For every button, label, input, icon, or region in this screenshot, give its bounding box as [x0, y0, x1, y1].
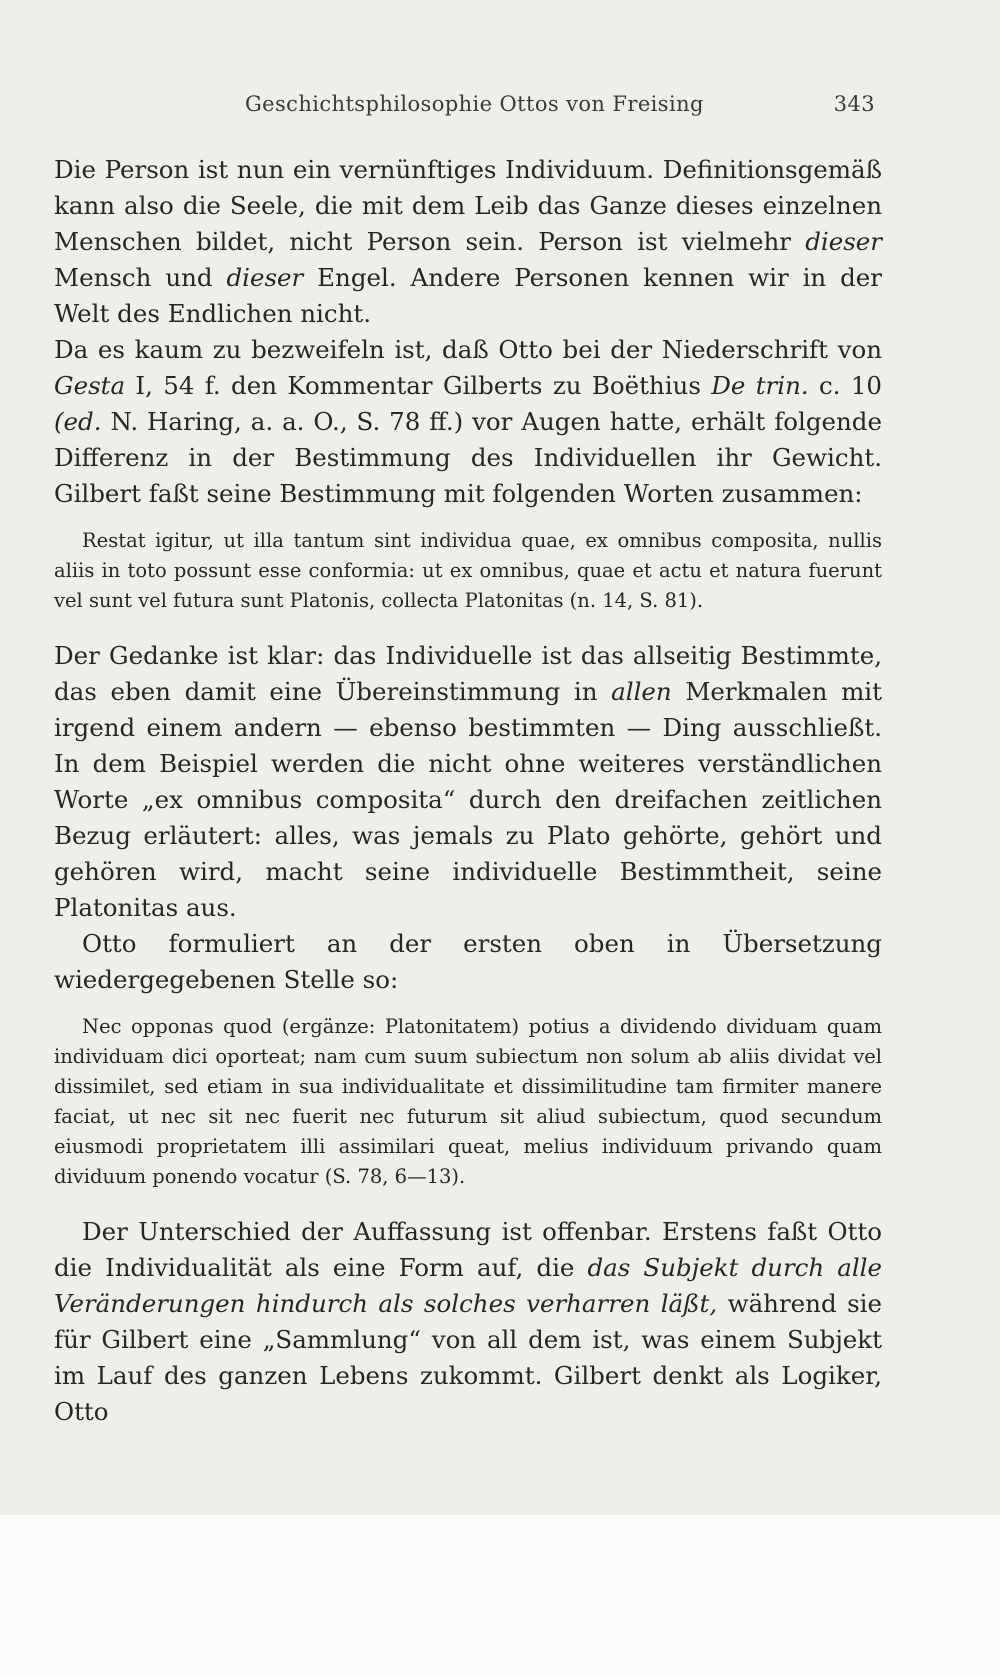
block-quote-1 [54, 526, 882, 616]
paragraph-3 [54, 638, 882, 926]
emphasis: (ed. [54, 407, 102, 436]
text-span: Merkmalen mit irgend einem andern — ebenso bestimmten — Ding ausschließt. In dem Beispiel werden die nicht ohne weiteres verständlichen Worte „ex omnibus composita“ durch den dreifachen zeitlichen Bezug erläutert: alles, was jemals zu Plato gehörte, gehört und gehören wird, macht seine individuelle Bestimmtheit, seine Platonitas aus. [54, 677, 882, 922]
body-text [54, 152, 882, 1430]
block-quote-2 [54, 1012, 882, 1192]
quote-text: Nec opponas quod (ergänze: Platonitatem) potius a dividendo dividuam quam individuam dici oporteat; nam cum suum subiectum non solum ab aliis dividat vel dissimilet, sed etiam in sua individualitate et dissimilitudine tam firmiter manere faciat, ut nec sit nec fuerit nec futurum sit aliud subiectum, quod secundum eiusmodi proprietatem illi assimilari queat, melius individuum privando quam dividuum ponendo vocatur (S. 78, 6—13). [54, 1015, 882, 1188]
page-bottom-margin [0, 1515, 1000, 1677]
paragraph-4: Otto formuliert an der ersten oben in Übersetzung wiedergegebenen Stelle so: [54, 929, 882, 994]
text-span: Die Person ist nun ein vernünftiges Individuum. Definitionsgemäß kann also die Seele, die mit dem Leib das Ganze dieses einzelnen Menschen bildet, nicht Person sein. Person ist vielmehr [54, 155, 882, 256]
emphasis: dieser [226, 263, 304, 292]
text-span: N. Haring, a. a. O., S. 78 ff.) vor Augen hatte, erhält folgende Differenz in der Bestimmung des Individuellen ihr Gewicht. Gilbert faßt seine Bestimmung mit folgenden Worten zusammen: [54, 407, 882, 508]
text-span: Engel. Andere Personen kennen wir in der Welt des Endlichen nicht. [54, 263, 882, 328]
emphasis: das Subjekt durch alle Veränderungen hindurch als solches verharren läßt, [54, 1253, 883, 1318]
emphasis: dieser [805, 227, 882, 256]
running-head-title: Geschichtsphilosophie Ottos von Freising [245, 92, 704, 116]
text-span: während sie für Gilbert eine „Sammlung“ von all dem ist, was einem Subjekt im Lauf des ganzen Lebens zukommt. Gilbert denkt als Logiker, Otto [54, 1289, 882, 1426]
page-number: 343 [833, 92, 875, 116]
text-span: Der Gedanke ist klar: das Individuelle ist das allseitig Bestimmte, das eben damit eine Übereinstimmung in [54, 641, 882, 706]
text-span: Mensch und [54, 263, 227, 292]
quote-text: Restat igitur, ut illa tantum sint individua quae, ex omnibus composita, nullis aliis in toto possunt esse conformia: ut ex omnibus, quae et actu et natura fuerunt vel sunt vel futura sunt Platonis, collecta Platonitas (n. 14, S. 81). [54, 529, 882, 612]
text-span: Der Unterschied der Auffassung ist offenbar. Erstens faßt Otto die Individualität als eine Form auf, die [54, 1217, 882, 1282]
paragraph-1 [54, 152, 882, 332]
emphasis: Gesta [54, 371, 126, 400]
paragraph-5 [54, 1214, 882, 1430]
paragraph-2 [54, 332, 882, 512]
emphasis: De trin. [711, 371, 809, 400]
text-span: c. 10 [808, 371, 883, 400]
text-span: I, 54 f. den Kommentar Gilberts zu Boëthius [125, 371, 712, 400]
emphasis: allen [611, 677, 672, 706]
text-span: Da es kaum zu bezweifeln ist, daß Otto bei der Niederschrift von [54, 335, 882, 364]
